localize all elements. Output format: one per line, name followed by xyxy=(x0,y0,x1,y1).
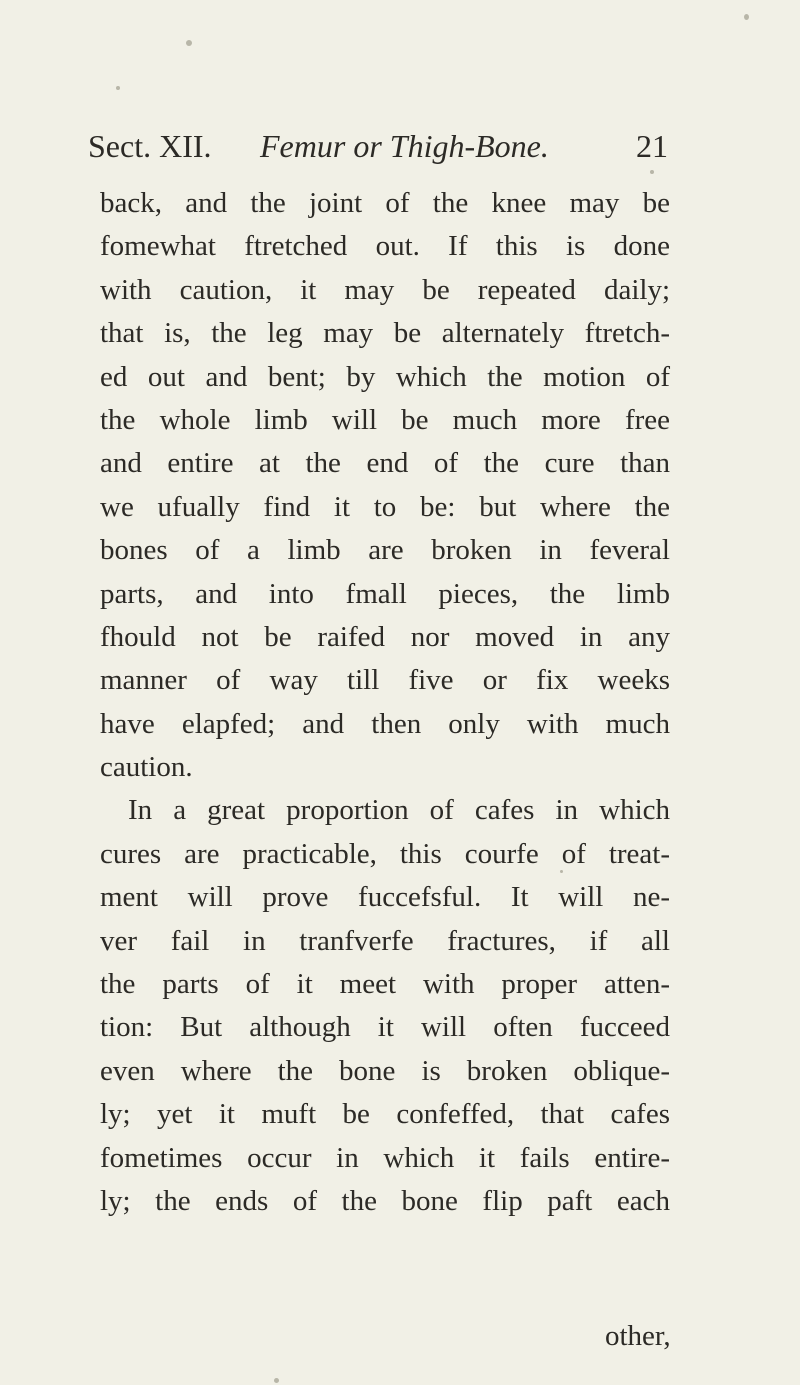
text-line: bones of a limb are broken in feveral xyxy=(100,534,670,567)
text-line: and entire at the end of the cure than xyxy=(100,447,670,480)
text-line: have elapfed; and then only with much xyxy=(100,707,670,740)
text-line: fomewhat ftretched out. If this is done xyxy=(100,230,670,263)
text-line: the whole limb will be much more free xyxy=(100,403,670,436)
paper-speck xyxy=(560,870,563,873)
text-line: with caution, it may be repeated daily; xyxy=(100,273,670,306)
text-line: caution. xyxy=(100,751,193,784)
running-header xyxy=(88,128,668,178)
text-line: ment will prove fuccefsful. It will ne- xyxy=(100,881,670,914)
section-label: Sect. XII. xyxy=(88,128,212,164)
text-line: ly; the ends of the bone flip paft each xyxy=(100,1184,670,1217)
chapter-title: Femur or Thigh-Bone. xyxy=(260,128,549,164)
text-line: the parts of it meet with proper atten- xyxy=(100,968,670,1001)
text-line: ly; yet it muft be confeffed, that cafes xyxy=(100,1098,670,1131)
text-line: cures are practicable, this courfe of treat- xyxy=(100,837,670,870)
text-line: tion: But although it will often fucceed xyxy=(100,1011,670,1044)
page-number: 21 xyxy=(636,128,668,164)
text-line: we ufually find it to be: but where the xyxy=(100,490,670,523)
text-line: In a great proportion of cafes in which xyxy=(128,794,670,827)
paper-speck xyxy=(116,86,120,90)
text-line: manner of way till five or fix weeks xyxy=(100,664,670,697)
paper-speck xyxy=(274,1378,279,1383)
body-text xyxy=(100,182,670,1223)
paper-speck xyxy=(744,14,749,20)
paper-speck xyxy=(186,40,192,46)
text-line: fometimes occur in which it fails entire- xyxy=(100,1141,670,1174)
text-line: back, and the joint of the knee may be xyxy=(100,187,670,219)
paper-speck xyxy=(650,170,654,174)
text-line: parts, and into fmall pieces, the limb xyxy=(100,577,670,610)
text-line: that is, the leg may be alternately ftretch- xyxy=(100,317,670,350)
text-line: even where the bone is broken oblique- xyxy=(100,1054,670,1087)
catchword: other, xyxy=(605,1320,671,1352)
text-line: ed out and bent; by which the motion of xyxy=(100,360,670,393)
text-line: fhould not be raifed nor moved in any xyxy=(100,620,670,653)
text-line: ver fail in tranfverfe fractures, if all xyxy=(100,924,670,957)
